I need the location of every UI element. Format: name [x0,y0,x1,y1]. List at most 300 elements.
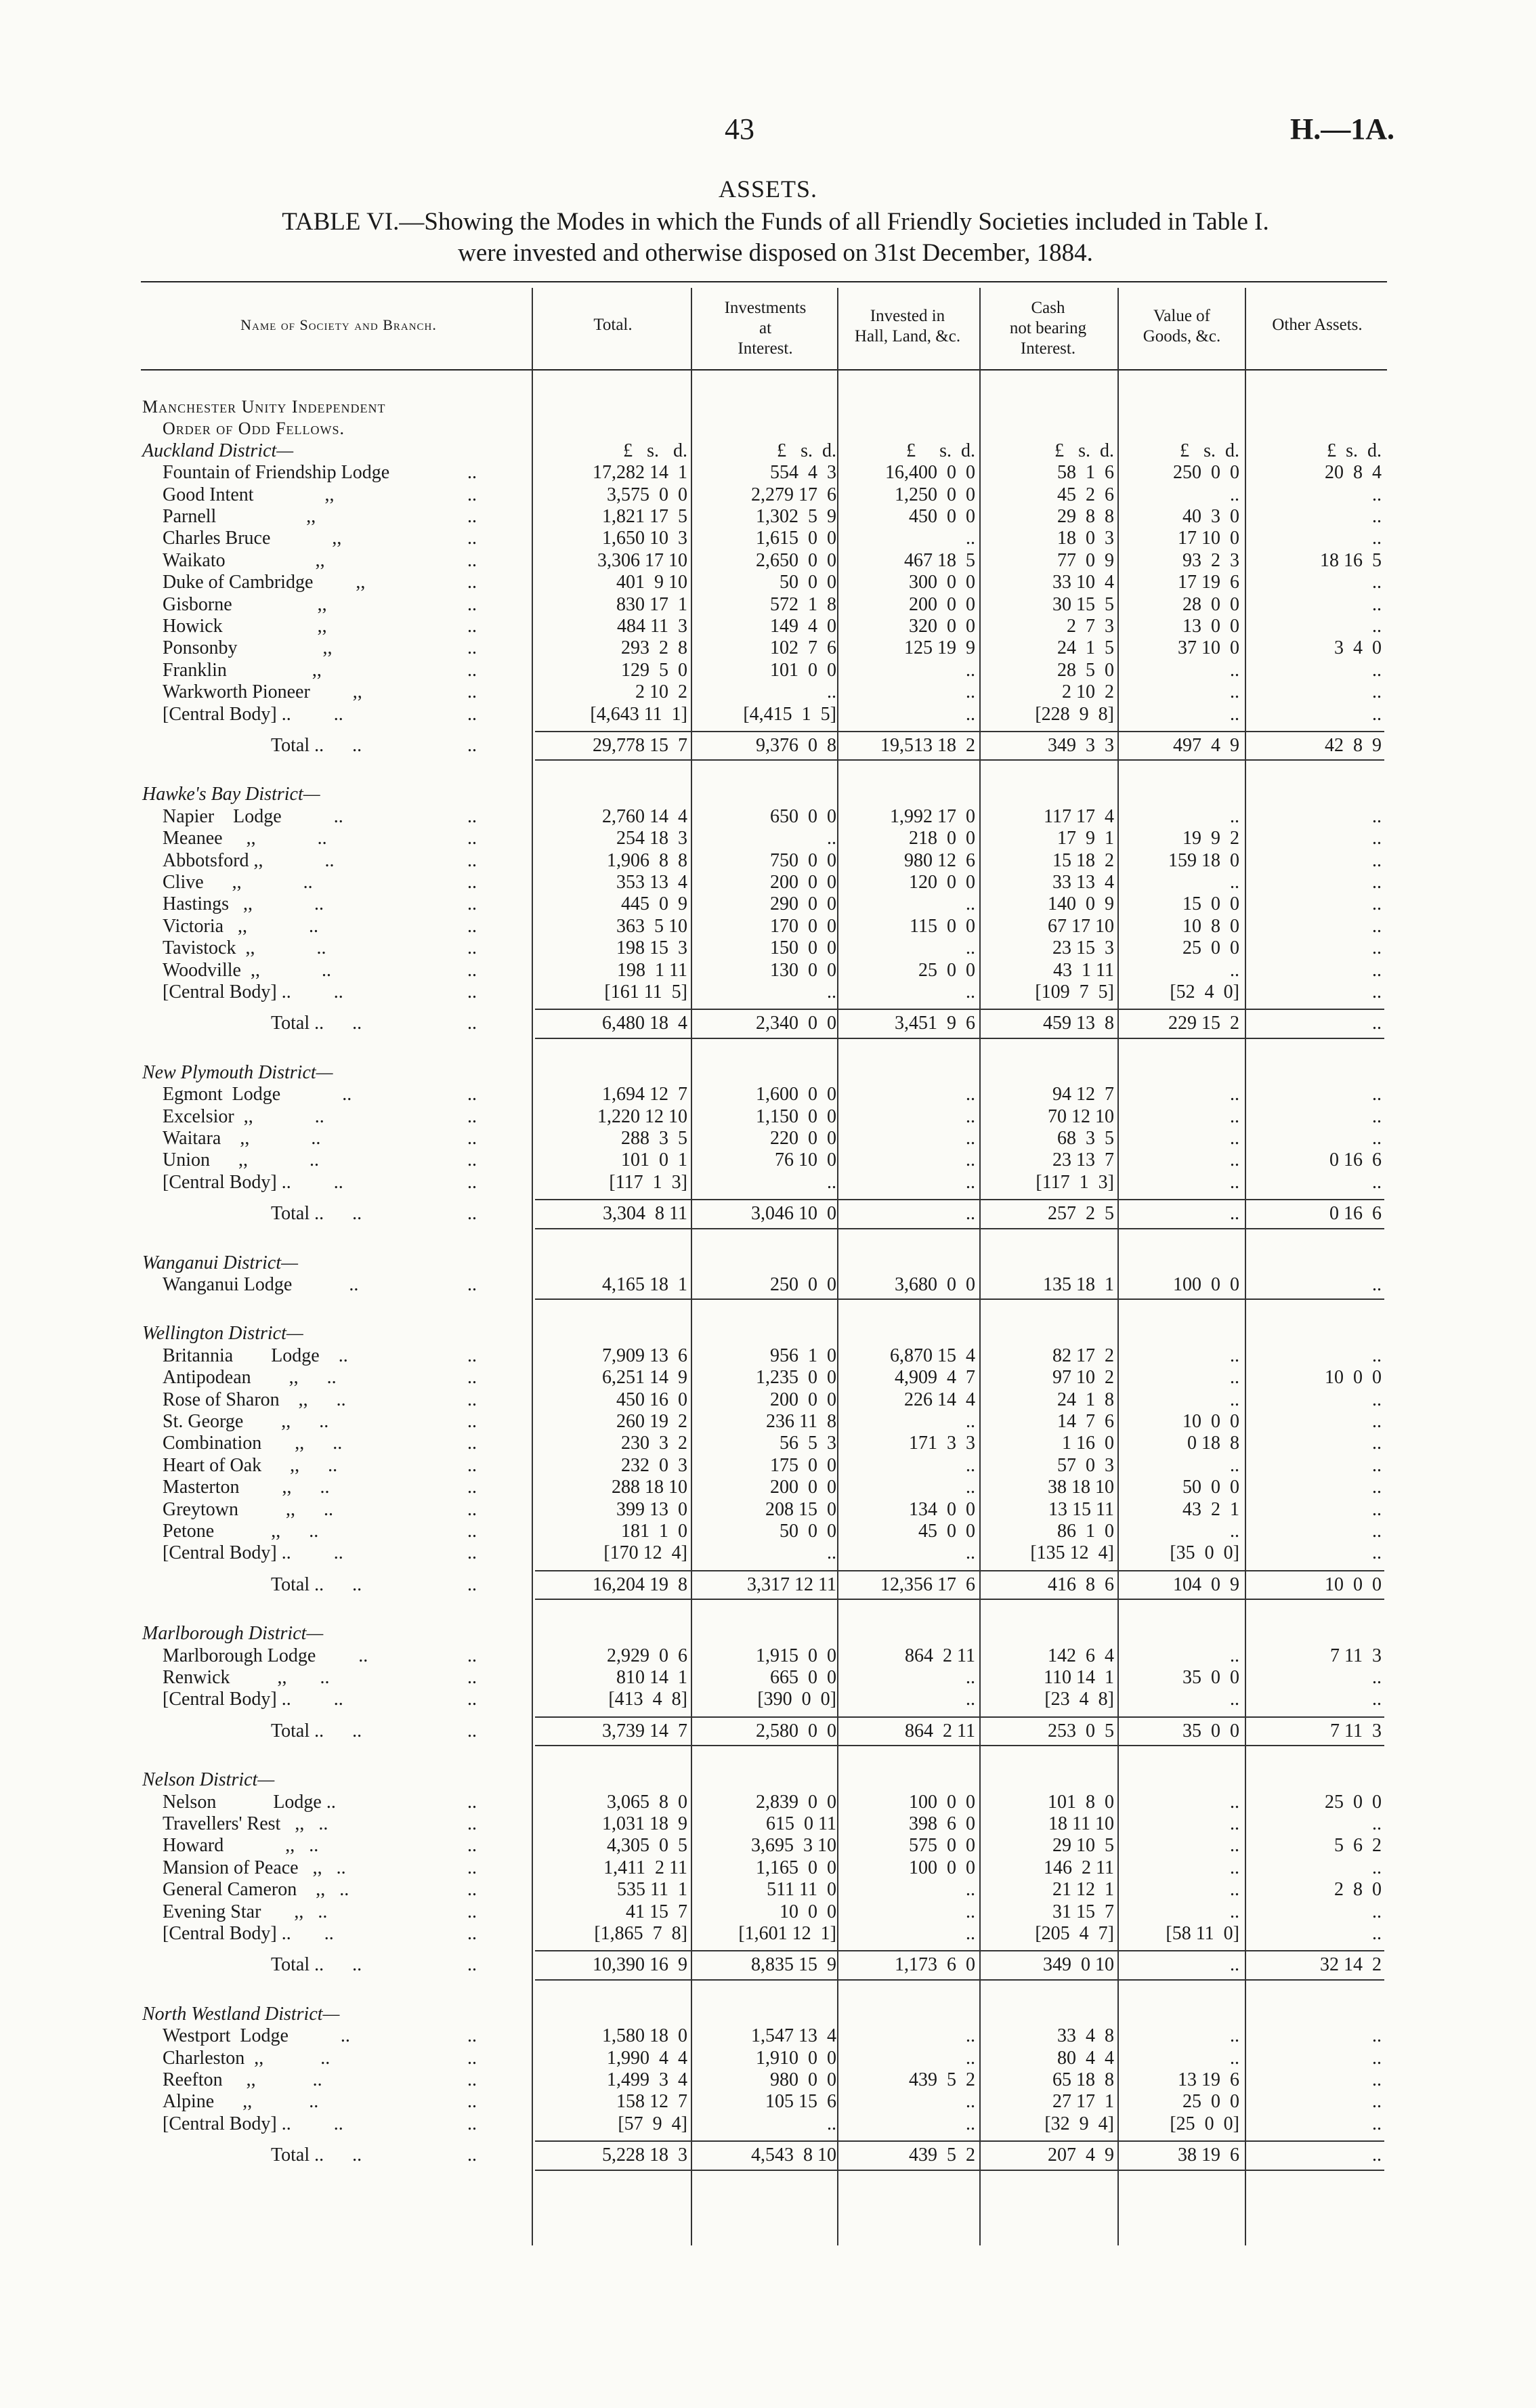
cell-other: 10 0 0 [1325,1573,1382,1595]
table-row [0,1835,1536,1857]
row-name: Waikato ,, [163,549,325,571]
cell-goods: .. [1230,1367,1239,1389]
row-name: Britannia Lodge .. [163,1345,348,1366]
hall-line-1: Invested in [870,307,945,325]
cell-total: 1,694 12 7 [602,1084,687,1105]
row-name: Waitara ,, .. [163,1128,321,1149]
district-heading-row [0,1769,1536,1791]
cell-hall: 1,992 17 0 [890,805,975,827]
cell-cash: 17 9 1 [1057,828,1114,849]
table-row [0,1879,1536,1901]
goods-line-1: Value of [1153,307,1210,325]
table-row [0,1477,1536,1498]
row-name: Gisborne ,, [163,593,327,615]
cell-hall: .. [966,528,975,549]
cell-cash: 28 5 0 [1057,659,1114,681]
leader-dots: .. [467,1389,477,1410]
leader-dots: .. [467,1149,477,1171]
cell-goods: .. [1230,1645,1239,1666]
cell-cash: 97 10 2 [1052,1367,1114,1389]
cell-inv: 175 0 0 [770,1454,836,1476]
cell-inv: 200 0 0 [770,1477,836,1498]
cell-other: .. [1372,1128,1382,1149]
table-row [0,1455,1536,1477]
table-row [0,462,1536,484]
cell-hall: 19,513 18 2 [880,735,975,756]
cell-cash: 58 1 6 [1057,462,1114,484]
cell-total: [4,643 11 1] [590,703,687,725]
row-name: Hastings ,, .. [163,893,324,915]
row-name: St. George ,, .. [163,1411,329,1432]
table-row [0,484,1536,506]
total-rule-above [535,1570,1384,1571]
cell-other: .. [1372,893,1382,915]
row-name: Abbotsford ,, .. [163,849,335,871]
cell-total: 10,390 16 9 [593,1954,687,1976]
cell-goods: 10 0 0 [1182,1411,1239,1432]
cell-total: 810 14 1 [616,1667,687,1688]
row-name: [Central Body] .. .. [163,703,343,725]
row-name: Petone ,, .. [163,1521,319,1542]
cell-total: 1,220 12 10 [597,1105,687,1127]
cell-other: .. [1372,2113,1382,2134]
cell-other: .. [1372,2091,1382,2113]
cell-hall: .. [966,1901,975,1922]
leader-dots: .. [467,1791,477,1813]
cell-total: 3,575 0 0 [607,484,687,505]
cell-cash: 65 18 8 [1052,2069,1114,2090]
leader-dots: .. [467,872,477,893]
cell-total: 129 5 0 [621,659,687,681]
column-header-name: Name of Society and Branch. [240,316,437,333]
cell-goods: £ s. d. [1180,440,1239,461]
cell-goods: 93 2 3 [1182,549,1239,571]
cell-cash: 2 10 2 [1062,681,1114,703]
cell-inv: 236 11 8 [766,1411,836,1432]
cell-hall: 12,356 17 6 [880,1573,975,1595]
cell-total: 1,031 18 9 [602,1813,687,1834]
table-row [0,572,1536,593]
leader-dots: .. [467,1879,477,1901]
row-name: Manchester Unity Independent [142,397,386,417]
leader-dots: .. [467,915,477,937]
row-name: General Cameron ,, .. [163,1879,349,1901]
cell-cash: 23 13 7 [1052,1149,1114,1171]
row-name: Total .. .. [271,1013,362,1034]
leader-dots: .. [467,805,477,827]
cell-total: 5,228 18 3 [602,2145,687,2166]
leader-dots: .. [467,1689,477,1710]
cell-total: 1,499 3 4 [607,2069,687,2090]
total-row [0,1013,1536,1034]
row-name: Napier Lodge .. [163,805,343,827]
cell-goods: .. [1230,1521,1239,1542]
cell-cash: 101 8 0 [1048,1791,1114,1813]
cell-total: 288 18 10 [612,1477,687,1498]
cell-hall: .. [966,2091,975,2113]
leader-dots: .. [467,2145,477,2166]
cell-total: 3,739 14 7 [602,1720,687,1741]
cell-total: 198 15 3 [616,937,687,959]
cell-inv: 572 1 8 [770,593,836,615]
row-name: Woodville ,, .. [163,959,331,981]
cell-hall: 100 0 0 [909,1791,975,1813]
cell-cash: 31 15 7 [1052,1901,1114,1922]
row-name: Nelson District— [142,1769,275,1791]
document-reference: H.—1A. [1290,112,1394,146]
cell-inv: 615 0 11 [766,1813,836,1834]
cell-cash: 23 15 3 [1052,937,1114,959]
cell-inv: .. [827,828,836,849]
cell-goods: 50 0 0 [1182,1477,1239,1498]
cell-other: 2 8 0 [1334,1879,1382,1901]
cell-goods: .. [1230,681,1239,703]
cell-other: .. [1372,1901,1382,1922]
cell-other: 25 0 0 [1325,1791,1382,1813]
row-name: Howard ,, .. [163,1835,319,1857]
cell-cash: 2 7 3 [1067,616,1114,637]
cell-total: [1,865 7 8] [594,1923,687,1944]
row-name: Combination ,, .. [163,1433,343,1454]
cell-inv: 665 0 0 [770,1667,836,1688]
table-row [0,1084,1536,1105]
cell-total: 232 0 3 [621,1454,687,1476]
leader-dots: .. [467,1923,477,1944]
table-row [0,1542,1536,1564]
leader-dots: .. [467,703,477,725]
cell-hall: 171 3 3 [909,1433,975,1454]
cell-cash: 1 16 0 [1062,1433,1114,1454]
cell-goods: 25 0 0 [1182,2091,1239,2113]
cell-goods: .. [1230,1835,1239,1857]
cell-other: 5 6 2 [1334,1835,1382,1857]
row-name: Travellers' Rest ,, .. [163,1813,328,1834]
cell-total: 254 18 3 [616,828,687,849]
leader-dots: .. [467,735,477,756]
row-name: Excelsior ,, .. [163,1105,324,1127]
row-name: Order of Odd Fellows. [163,419,345,439]
cell-cash: 13 15 11 [1048,1498,1114,1520]
total-row [0,1574,1536,1596]
table-row [0,1128,1536,1149]
cell-total: 181 1 0 [621,1521,687,1542]
cell-inv: 2,279 17 6 [751,484,836,505]
cell-cash: 29 8 8 [1057,506,1114,527]
cell-cash: 82 17 2 [1052,1345,1114,1366]
leader-dots: .. [467,1454,477,1476]
cell-hall: .. [966,1105,975,1127]
cell-inv: 220 0 0 [770,1128,836,1149]
cell-other: 10 0 0 [1325,1367,1382,1389]
cell-goods: .. [1230,1791,1239,1813]
cell-goods: [35 0 0] [1170,1542,1239,1564]
goods-line-2: Goods, &c. [1143,327,1221,345]
cell-goods: .. [1230,2047,1239,2069]
cell-hall: 218 0 0 [909,828,975,849]
table-row [0,616,1536,637]
cell-inv: 750 0 0 [770,849,836,871]
cell-other: .. [1372,1542,1382,1564]
row-name: Fountain of Friendship Lodge [163,462,390,484]
cell-cash: £ s. d. [1054,440,1114,461]
cell-goods: .. [1230,659,1239,681]
column-header-other: Other Assets. [1272,316,1363,334]
cell-total: 260 19 2 [616,1411,687,1432]
cell-other: .. [1372,1105,1382,1127]
total-rule-above [535,1716,1384,1718]
cell-total: 2,760 14 4 [602,805,687,827]
cell-total: 1,650 10 3 [602,528,687,549]
table-row [0,981,1536,1003]
investments-line-2: at [759,319,772,337]
table-row [0,1792,1536,1813]
total-rule-above [535,1199,1384,1200]
cell-total: 3,306 17 10 [597,549,687,571]
cell-total: 6,480 18 4 [602,1013,687,1034]
leader-dots: .. [467,1171,477,1193]
row-name: Total .. .. [271,735,362,756]
cell-hall: .. [966,659,975,681]
cell-goods: 19 9 2 [1182,828,1239,849]
cell-total: 6,251 14 9 [602,1367,687,1389]
leader-dots: .. [467,1477,477,1498]
row-name: Franklin ,, [163,659,322,681]
cell-inv: .. [827,1542,836,1564]
cell-goods: 0 18 8 [1187,1433,1239,1454]
cell-goods: .. [1230,872,1239,893]
cell-cash: 57 0 3 [1057,1454,1114,1476]
cash-line-2: not bearing [1009,319,1087,337]
cell-inv: 1,615 0 0 [756,528,836,549]
table-row [0,1149,1536,1171]
district-heading-row [0,440,1536,462]
cell-hall: .. [966,1171,975,1193]
cell-hall: .. [966,1689,975,1710]
cell-hall: .. [966,1542,975,1564]
cell-other: .. [1372,2025,1382,2047]
row-name: Antipodean ,, .. [163,1367,337,1389]
leader-dots: .. [467,2025,477,2047]
cell-other: 18 16 5 [1320,549,1382,571]
leader-dots: .. [467,484,477,505]
cell-cash: 70 12 10 [1048,1105,1114,1127]
cell-hall: .. [966,937,975,959]
cell-other: .. [1372,528,1382,549]
cell-cash: 68 3 5 [1057,1128,1114,1149]
table-row [0,1521,1536,1542]
cell-hall: 3,680 0 0 [895,1274,975,1295]
cell-cash: 349 3 3 [1048,735,1114,756]
total-rule-above [535,1950,1384,1951]
cell-total: 1,580 18 0 [602,2025,687,2047]
total-rule-below [535,2170,1384,2171]
cell-cash: 14 7 6 [1057,1411,1114,1432]
row-name: Westport Lodge .. [163,2025,350,2047]
cell-inv: 980 0 0 [770,2069,836,2090]
cell-hall: 125 19 9 [904,637,975,659]
cell-other: 32 14 2 [1320,1954,1382,1976]
row-name: [Central Body] .. .. [163,1171,343,1193]
cell-other: .. [1372,1498,1382,1520]
row-name: Wanganui Lodge .. [163,1274,359,1295]
cell-goods: 28 0 0 [1182,593,1239,615]
cell-hall: .. [966,1879,975,1901]
cell-goods: [52 4 0] [1170,981,1239,1002]
cell-inv: .. [827,2113,836,2134]
total-row [0,1720,1536,1742]
table-row [0,1901,1536,1923]
cell-other: .. [1372,1345,1382,1366]
cell-total: 450 16 0 [616,1389,687,1410]
cell-other: .. [1372,2145,1382,2166]
cell-inv: [4,415 1 5] [743,703,836,725]
row-name: Nelson Lodge .. [163,1791,336,1813]
cell-other: .. [1372,849,1382,871]
leader-dots: .. [467,1013,477,1034]
cell-total: £ s. d. [623,440,687,461]
cell-total: 2,929 0 6 [607,1645,687,1666]
table-row [0,937,1536,959]
cell-hall: .. [966,1203,975,1225]
cell-other: .. [1372,1274,1382,1295]
cell-inv: 290 0 0 [770,893,836,915]
cell-total: 830 17 1 [616,593,687,615]
cell-total: 101 0 1 [621,1149,687,1171]
leader-dots: .. [467,828,477,849]
total-row [0,1203,1536,1225]
leader-dots: .. [467,1105,477,1127]
cell-hall: 200 0 0 [909,593,975,615]
row-name: Charleston ,, .. [163,2047,330,2069]
cell-cash: 43 1 11 [1053,959,1114,981]
cell-inv: 9,376 0 8 [756,735,836,756]
cell-total: 1,906 8 8 [607,849,687,871]
cell-inv: 1,547 13 4 [751,2025,836,2047]
cell-other: .. [1372,506,1382,527]
row-name: Total .. .. [271,1573,362,1595]
cell-total: 198 1 11 [617,959,687,981]
row-name: Clive ,, .. [163,872,313,893]
cell-hall: 25 0 0 [918,959,975,981]
cell-hall: .. [966,2025,975,2047]
cell-cash: 33 13 4 [1052,872,1114,893]
cell-other: .. [1372,659,1382,681]
table-row [0,550,1536,572]
cell-other: .. [1372,1813,1382,1834]
cell-hall: .. [966,2047,975,2069]
leader-dots: .. [467,593,477,615]
cell-cash: [135 12 4] [1030,1542,1114,1564]
column-header-total: Total. [593,316,633,334]
hall-line-2: Hall, Land, &c. [854,327,961,345]
table-row [0,1172,1536,1194]
cell-inv: 3,046 10 0 [751,1203,836,1225]
cell-other: .. [1372,1689,1382,1710]
row-name: [Central Body] .. .. [163,981,343,1002]
cell-hall: 120 0 0 [909,872,975,893]
cell-hall: .. [966,703,975,725]
row-name: Greytown ,, .. [163,1498,333,1520]
investments-line-1: Investments [724,299,807,317]
cell-other: .. [1372,1454,1382,1476]
cell-total: 293 2 8 [621,637,687,659]
cell-hall: 100 0 0 [909,1857,975,1878]
table-row [0,637,1536,659]
cell-cash: [109 7 5] [1035,981,1114,1002]
cell-other: .. [1372,1477,1382,1498]
cell-hall: 398 6 0 [909,1813,975,1834]
cell-cash: [117 1 3] [1036,1171,1114,1193]
cell-inv: [390 0 0] [757,1689,836,1710]
row-name: Parnell ,, [163,506,316,527]
row-name: Reefton ,, .. [163,2069,322,2090]
leader-dots: .. [467,1542,477,1564]
row-name: Warkworth Pioneer ,, [163,681,362,703]
cell-cash: 24 1 5 [1057,637,1114,659]
leader-dots: .. [467,1954,477,1976]
cell-total: 399 13 0 [616,1498,687,1520]
cell-cash: 15 18 2 [1052,849,1114,871]
leader-dots: .. [467,2091,477,2113]
cell-total: 288 3 5 [621,1128,687,1149]
cell-goods: .. [1230,484,1239,505]
table-row [0,2025,1536,2047]
cell-hall: 450 0 0 [909,506,975,527]
cell-inv: [1,601 12 1] [738,1923,836,1944]
cell-inv: 8,835 15 9 [751,1954,836,1976]
cell-hall: .. [966,1411,975,1432]
table-title-line-2: were invested and otherwise disposed on 31st December, 1884. [458,239,1093,267]
cell-inv: 56 5 3 [780,1433,836,1454]
table-row [0,1433,1536,1454]
total-rule-above [535,1009,1384,1010]
leader-dots: .. [467,1274,477,1295]
leader-dots: .. [467,1411,477,1432]
cell-other: 7 11 3 [1330,1720,1382,1741]
leader-dots: .. [467,462,477,484]
cell-goods: 35 0 0 [1182,1720,1239,1741]
total-row [0,2145,1536,2166]
cell-total: 484 11 3 [617,616,687,637]
row-name: [Central Body] .. .. [163,1542,343,1564]
cell-hall: 575 0 0 [909,1835,975,1857]
cash-line-1: Cash [1031,299,1065,317]
cell-inv: 554 4 3 [770,462,836,484]
row-name: Auckland District— [142,440,294,461]
row-name: [Central Body] .. .. [163,1689,343,1710]
cell-total: 17,282 14 1 [593,462,687,484]
row-name: Masterton ,, .. [163,1477,330,1498]
cell-inv: 1,915 0 0 [756,1645,836,1666]
cell-hall: 864 2 11 [905,1645,975,1666]
cell-total: 1,990 4 4 [607,2047,687,2069]
cell-cash: 142 6 4 [1048,1645,1114,1666]
cell-goods: 25 0 0 [1182,937,1239,959]
leader-dots: .. [467,893,477,915]
cell-cash: 110 14 1 [1044,1667,1114,1688]
row-name: Total .. .. [271,2145,362,2166]
district-heading-row [0,1062,1536,1084]
cell-goods: .. [1230,1954,1239,1976]
cell-hall: 134 0 0 [909,1498,975,1520]
total-rule-below [535,1038,1384,1039]
cell-other: 0 16 6 [1329,1203,1382,1225]
cell-goods: .. [1230,1813,1239,1834]
cell-other: .. [1372,872,1382,893]
cell-inv: .. [827,1171,836,1193]
leader-dots: .. [467,1645,477,1666]
cell-hall: .. [966,1454,975,1476]
